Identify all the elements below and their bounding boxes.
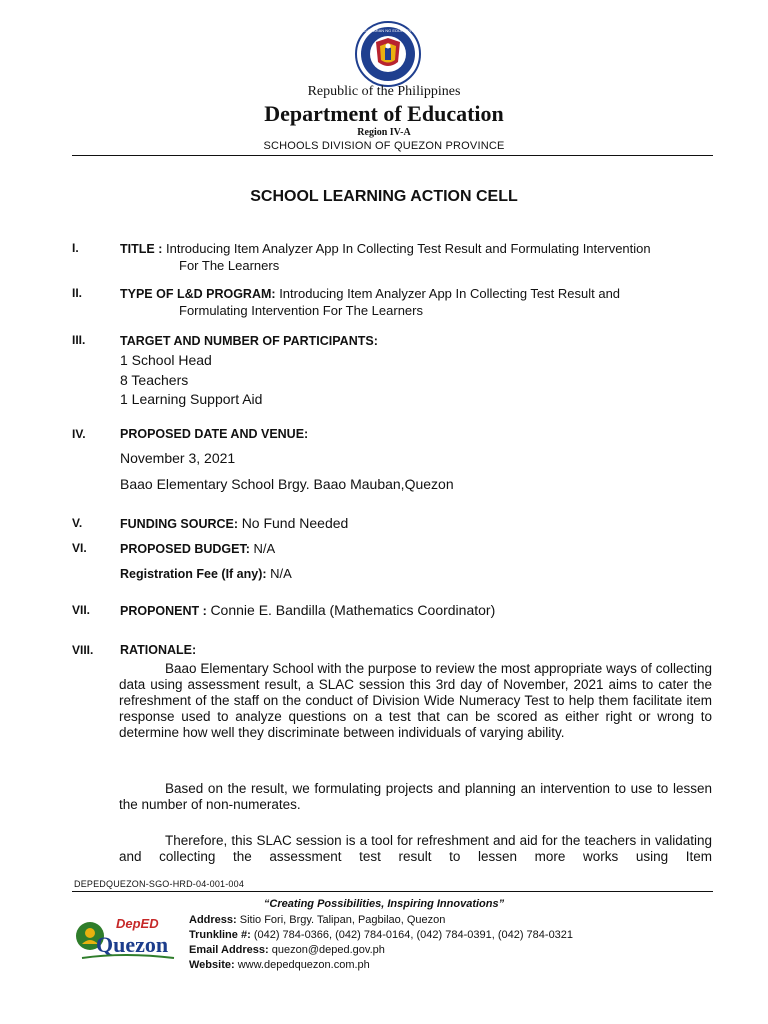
rationale-paragraph-3: Therefore, this SLAC session is a tool for refreshment and aid for the teachers in validating and collecting the assessment test result to lessen more works using Item [119,833,712,864]
region-line: Region IV-A [357,127,411,138]
budget-value: N/A [253,541,276,556]
website-link[interactable]: www.depedquezon.com.ph [237,959,370,971]
title-text-line2: For The Learners [179,257,280,273]
email-link[interactable]: quezon@deped.gov.ph [271,944,385,956]
deped-quezon-logo [74,906,180,966]
trunkline-value: (042) 784-0366, (042) 784-0164, (042) 784-0391, (042) 784-0321 [253,929,574,941]
section-number: III. [72,333,86,347]
deped-seal-logo [352,20,424,88]
address-label: Address: [189,914,237,926]
participant-item: 8 Teachers [120,371,189,388]
footer-motto: “Creating Possibilities, Inspiring Innovations” [263,898,505,910]
registration-fee-label: Registration Fee (If any): [120,566,267,581]
rationale-paragraph-1: Baao Elementary School with the purpose to review the most appropriate ways of collecting data using assessment result, a SLAC session this 3rd day of November, 2021 aims to cater the refreshment of the staff on the conduct of Division Wide Numeracy Test to help them facilitate item response used to analyze questions on a test that can be scored as either right or wrong to determine how well they discriminate between individuals of varying ability. [119,661,712,740]
section-label: RATIONALE: [120,643,197,657]
document-title: SCHOOL LEARNING ACTION CELL [250,188,518,205]
section-label: TYPE OF L&D PROGRAM: [120,287,276,301]
section-number: VI. [72,541,87,555]
section-number: I. [72,241,79,255]
proponent-value: Connie E. Bandilla (Mathematics Coordinator) [210,602,496,618]
section-label: PROPOSED BUDGET: [120,542,250,556]
trunkline-label: Trunkline #: [189,929,251,941]
participant-item: 1 School Head [120,352,212,368]
footer-contact [189,913,573,973]
division-line: SCHOOLS DIVISION OF QUEZON PROVINCE [263,140,505,152]
proposed-venue: Baao Elementary School Brgy. Baao Mauban,Quezon [120,476,454,492]
website-label: Website: [189,959,235,971]
section-label: TARGET AND NUMBER OF PARTICIPANTS: [120,334,378,348]
footer-divider [72,891,713,892]
program-text-line1: Introducing Item Analyzer App In Collecting Test Result and [279,286,621,301]
department-name: Department of Education [264,101,504,126]
section-label: FUNDING SOURCE: [120,517,239,531]
logo-quezon-text: Quezon [96,932,169,957]
document-code: DEPEDQUEZON-SGO-HRD-04-001-004 [74,879,245,889]
title-text-line1: Introducing Item Analyzer App In Collecting Test Result and Formulating Intervention [165,241,651,256]
section-number: IV. [72,427,86,441]
address-value: Sitio Fori, Brgy. Talipan, Pagbilao, Quezon [239,914,446,926]
section-number: V. [72,516,83,530]
section-number: VII. [72,603,91,617]
program-text-line2: Formulating Intervention For The Learners [179,302,423,318]
seal-text: KAGAWARAN NG EDUKASYON [358,28,418,33]
republic-line: Republic of the Philippines [307,84,461,99]
section-number: VIII. [72,643,94,657]
logo-deped-text: DepED [116,916,159,931]
registration-fee-value: N/A [270,565,292,581]
header-divider [72,155,713,156]
participant-item: 1 Learning Support Aid [120,391,263,407]
section-number: II. [72,286,83,300]
section-label: TITLE : [120,242,163,256]
funding-value: No Fund Needed [241,515,349,531]
section-label: PROPONENT : [120,604,207,618]
rationale-paragraph-2: Based on the result, we formulating projects and planning an intervention to use to lessen the number of non-numerates. [119,781,712,812]
proposed-date: November 3, 2021 [120,449,236,466]
email-label: Email Address: [189,944,269,956]
section-label: PROPOSED DATE AND VENUE: [120,427,309,441]
